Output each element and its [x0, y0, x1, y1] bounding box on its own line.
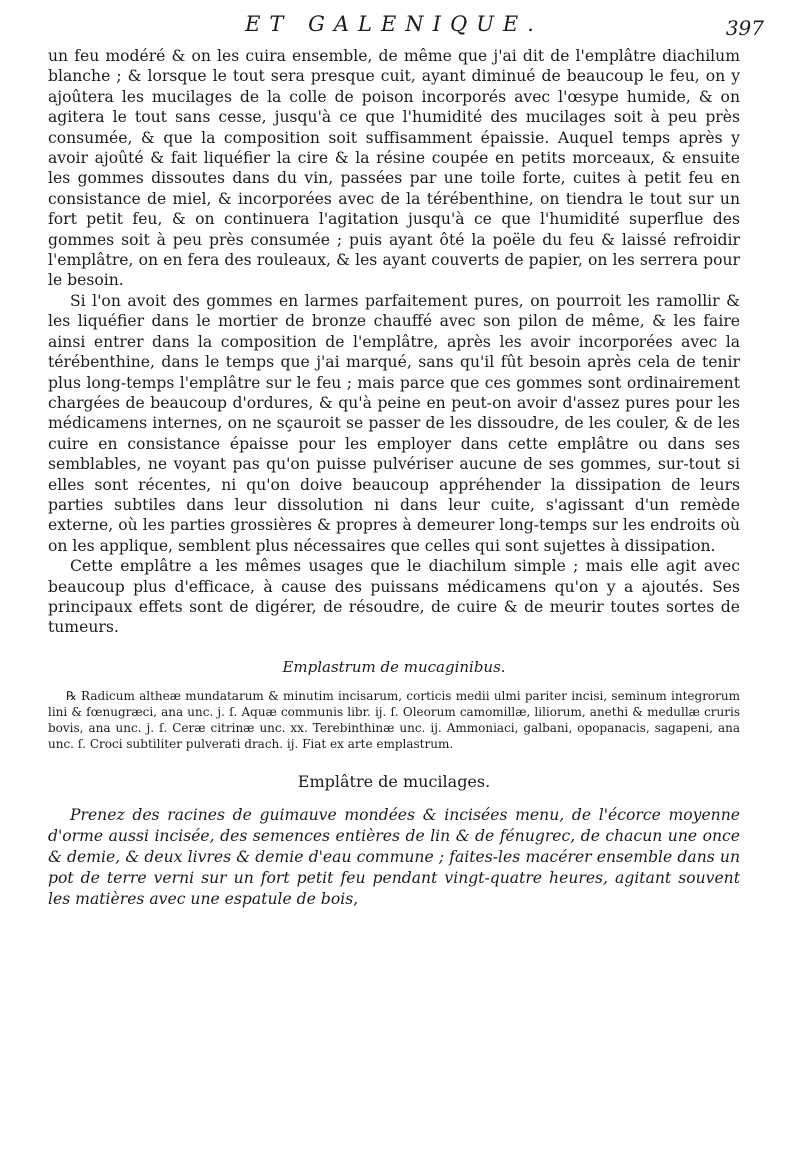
body-paragraph: Si l'on avoit des gommes en larmes parfaitement pures, on pourroit les ramollir & les liquéfier dans le mortier de bronze chauffé avec son pilon de même, & les faire ainsi entrer dans la composition de l'emplâtre, après les avoir incorporées avec la térébenthine, dans le temps que j'ai marqué, sans qu'il fût besoin après cela de tenir plus long-temps l'emplâtre sur le feu ; mais parce que ces gommes sont ordinairement chargées de beaucoup d'ordures, & qu'à peine en peut-on avoir d'assez pures pour les médicamens internes, on ne sçauroit se passer de les dissoudre, de les couler, & de les cuire en consistance épaisse pour les employer dans cette emplâtre ou dans ses semblables, ne voyant pas qu'on puisse pulvériser aucune de ses gommes, sur-tout si elles sont récentes, ni qu'on doive beaucoup appréhender la dissipation de leurs parties subtiles dans leur dissolution ni dans leur cuite, s'agissant d'un remède externe, où les parties grossières & propres à demeurer long-temps sur les endroits où on les applique, semblent plus nécessaires que celles qui sont sujettes à dissipation. — [48, 291, 740, 555]
page-number: 397 — [725, 16, 764, 40]
french-section-title: Emplâtre de mucilages. — [297, 771, 491, 791]
latin-section-title: Emplastrum de mucaginibus. — [282, 657, 506, 676]
running-title: ET GALENIQUE. — [245, 12, 543, 36]
body-paragraph: Cette emplâtre a les mêmes usages que le diachilum simple ; mais elle agit avec beaucoup plus d'efficace, à cause des puissans médicamens qu'on y a ajoutés. Ses principaux effets sont de digérer, de résoudre, de cuire & de meurir toutes sortes de tumeurs. — [48, 557, 740, 637]
page-header — [48, 0, 764, 46]
body-paragraph: un feu modéré & on les cuira ensemble, de même que j'ai dit de l'emplâtre diachilum blanche ; & lorsque le tout sera presque cuit, ayant diminué de beaucoup le feu, on y ajoûtera les mucilages de la colle de poison incorporés avec l'œsype humide, & on agitera le tout sans cesse, jusqu'à ce que l'humidité des mucilages soit à peu près consumée, & que la composition soit suffisamment épaissie. Auquel temps après y avoir ajoûté & fait liquéfier la cire & la résine coupée en petits morceaux, & ensuite les gommes dissoutes dans du vin, passées par une toile forte, cuites à petit feu en consistance de miel, & incorporées avec de la térébenthine, on tiendra le tout sur un fort petit feu, & on continuera l'agitation jusqu'à ce que l'humidité superflue des gommes soit à peu près consumée ; puis ayant ôté la poële du feu & laissé refroidir l'emplâtre, on en fera des rouleaux, & les ayant couverts de papier, on les serrera pour le besoin. — [48, 47, 740, 290]
latin-formula: ℞ Radicum altheæ mundatarum & minutim incisarum, corticis medii ulmi pariter incisi, seminum integrorum lini & fœnugræci, ana unc. j. ſ. Aquæ communis libr. ij. ſ. Oleorum camomillæ, liliorum, anethi & medullæ cruris bovis, ana unc. j. ſ. Ceræ citrinæ unc. xx. Terebinthinæ unc. ij. Ammoniaci, galbani, opopanacis, sagapeni, ana unc. ſ. Croci subtiliter pulverati drach. ij. Fiat ex arte emplastrum. — [48, 688, 740, 751]
preparation-instruction: Prenez des racines de guimauve mondées & incisées menu, de l'écorce moyenne d'orme aussi incisée, des semences entières de lin & de fénugrec, de chacun une once & demie, & deux livres & demie d'eau commune ; faites-les macérer ensemble dans un pot de terre verni sur un fort petit feu pendant vingt-quatre heures, agitant souvent les matières avec une espatule de bois, — [48, 805, 740, 908]
